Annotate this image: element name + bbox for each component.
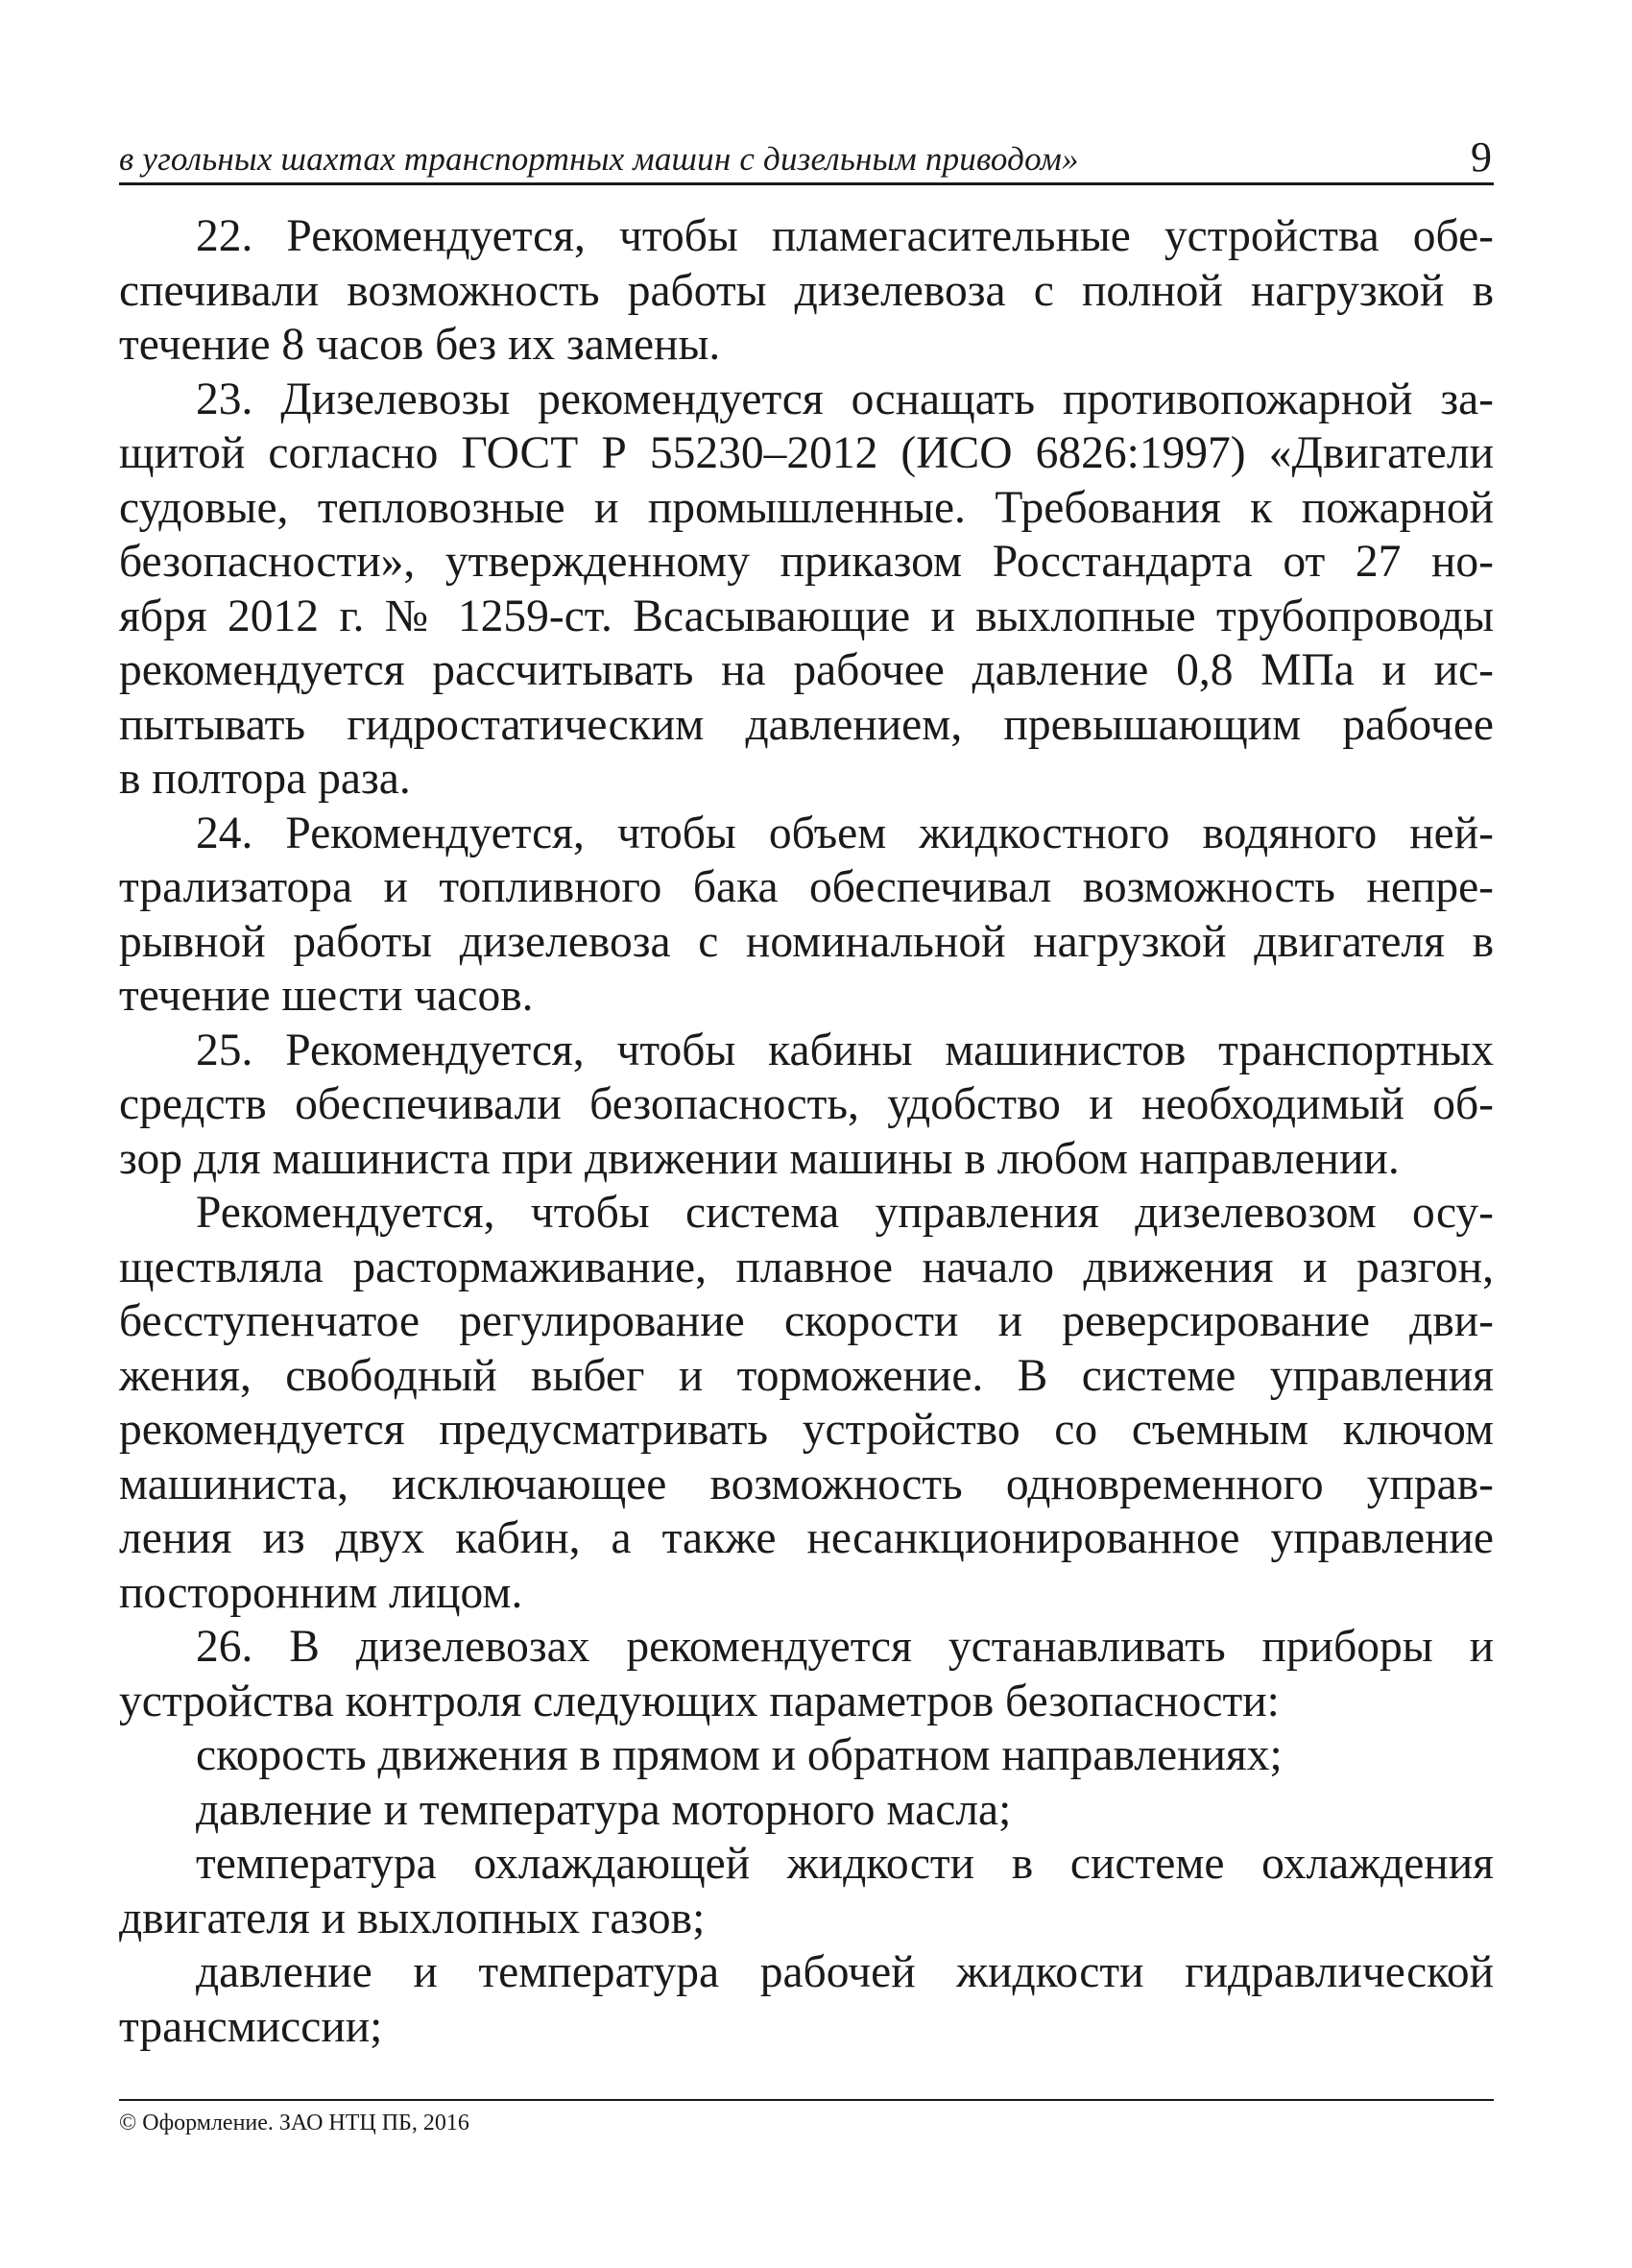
text-line: скорость движения в прямом и обратном направлениях;	[196, 1730, 1283, 1780]
text-line: судовые, тепловозные и промышленные. Требования к пожарной	[119, 482, 1494, 533]
text-line: давление и температура моторного масла;	[196, 1784, 1012, 1835]
text-line: рекомендуется рассчитывать на рабочее давление 0,8 МПа и ис-	[119, 645, 1494, 695]
running-header	[119, 133, 1494, 185]
text-line: температура охлаждающей жидкости в системе охлаждения	[196, 1839, 1494, 1889]
text-line: зор для машиниста при движении машины в любом направлении.	[119, 1133, 1400, 1184]
text-line: ября 2012 г. № 1259-ст. Всасывающие и выхлопные трубопроводы	[119, 591, 1494, 641]
text-line: 23. Дизелевозы рекомендуется оснащать противопожарной за-	[196, 374, 1494, 424]
text-line: машиниста, исключающее возможность одновременного управ-	[119, 1459, 1494, 1509]
text-line: бесступенчатое регулирование скорости и реверсирование дви-	[119, 1296, 1494, 1346]
text-line: 25. Рекомендуется, чтобы кабины машинистов транспортных	[196, 1025, 1494, 1075]
text-line: щитой согласно ГОСТ Р 55230–2012 (ИСО 6826:1997) «Двигатели	[119, 428, 1494, 478]
text-line: ления из двух кабин, а также несанкционированное управление	[119, 1513, 1494, 1563]
text-line: безопасности», утвержденному приказом Росстандарта от 27 но-	[119, 537, 1494, 587]
text-line: трансмиссии;	[119, 2001, 383, 2052]
text-line: рывной работы дизелевоза с номинальной нагрузкой двигателя в	[119, 916, 1494, 967]
body-text	[119, 209, 1494, 2054]
text-line: в полтора раза.	[119, 754, 411, 804]
footer-divider	[119, 2099, 1494, 2101]
text-line: средств обеспечивали безопасность, удобство и необходимый об-	[119, 1079, 1494, 1129]
text-line: рекомендуется предусматривать устройство со съемным ключом	[119, 1405, 1494, 1455]
text-line: посторонним лицом.	[119, 1567, 523, 1618]
text-line: Рекомендуется, чтобы система управления дизелевозом осу-	[196, 1188, 1494, 1238]
text-line: устройства контроля следующих параметров безопасности:	[119, 1676, 1280, 1726]
text-line: ществляла растормаживание, плавное начало движения и разгон,	[119, 1242, 1494, 1292]
text-line: жения, свободный выбег и торможение. В системе управления	[119, 1350, 1494, 1401]
text-line: двигателя и выхлопных газов;	[119, 1893, 706, 1943]
text-line: трализатора и топливного бака обеспечивал возможность непре-	[119, 862, 1494, 912]
page-number: 9	[1471, 133, 1492, 181]
text-line: течение 8 часов без их замены.	[119, 320, 721, 370]
footer-copyright: © Оформление. ЗАО НТЦ ПБ, 2016	[119, 2111, 469, 2135]
running-header-title: в угольных шахтах транспортных машин с дизельным приводом»	[119, 140, 1079, 178]
text-line: 24. Рекомендуется, чтобы объем жидкостного водяного ней-	[196, 808, 1494, 858]
text-line: давление и температура рабочей жидкости гидравлической	[196, 1947, 1494, 1997]
text-line: 22. Рекомендуется, чтобы пламегасительные устройства обе-	[196, 211, 1494, 261]
text-line: течение шести часов.	[119, 971, 534, 1021]
text-line: пытывать гидростатическим давлением, превышающим рабочее	[119, 699, 1494, 750]
text-line: 26. В дизелевозах рекомендуется устанавливать приборы и	[196, 1622, 1494, 1672]
text-line: спечивали возможность работы дизелевоза с полной нагрузкой в	[119, 265, 1494, 316]
